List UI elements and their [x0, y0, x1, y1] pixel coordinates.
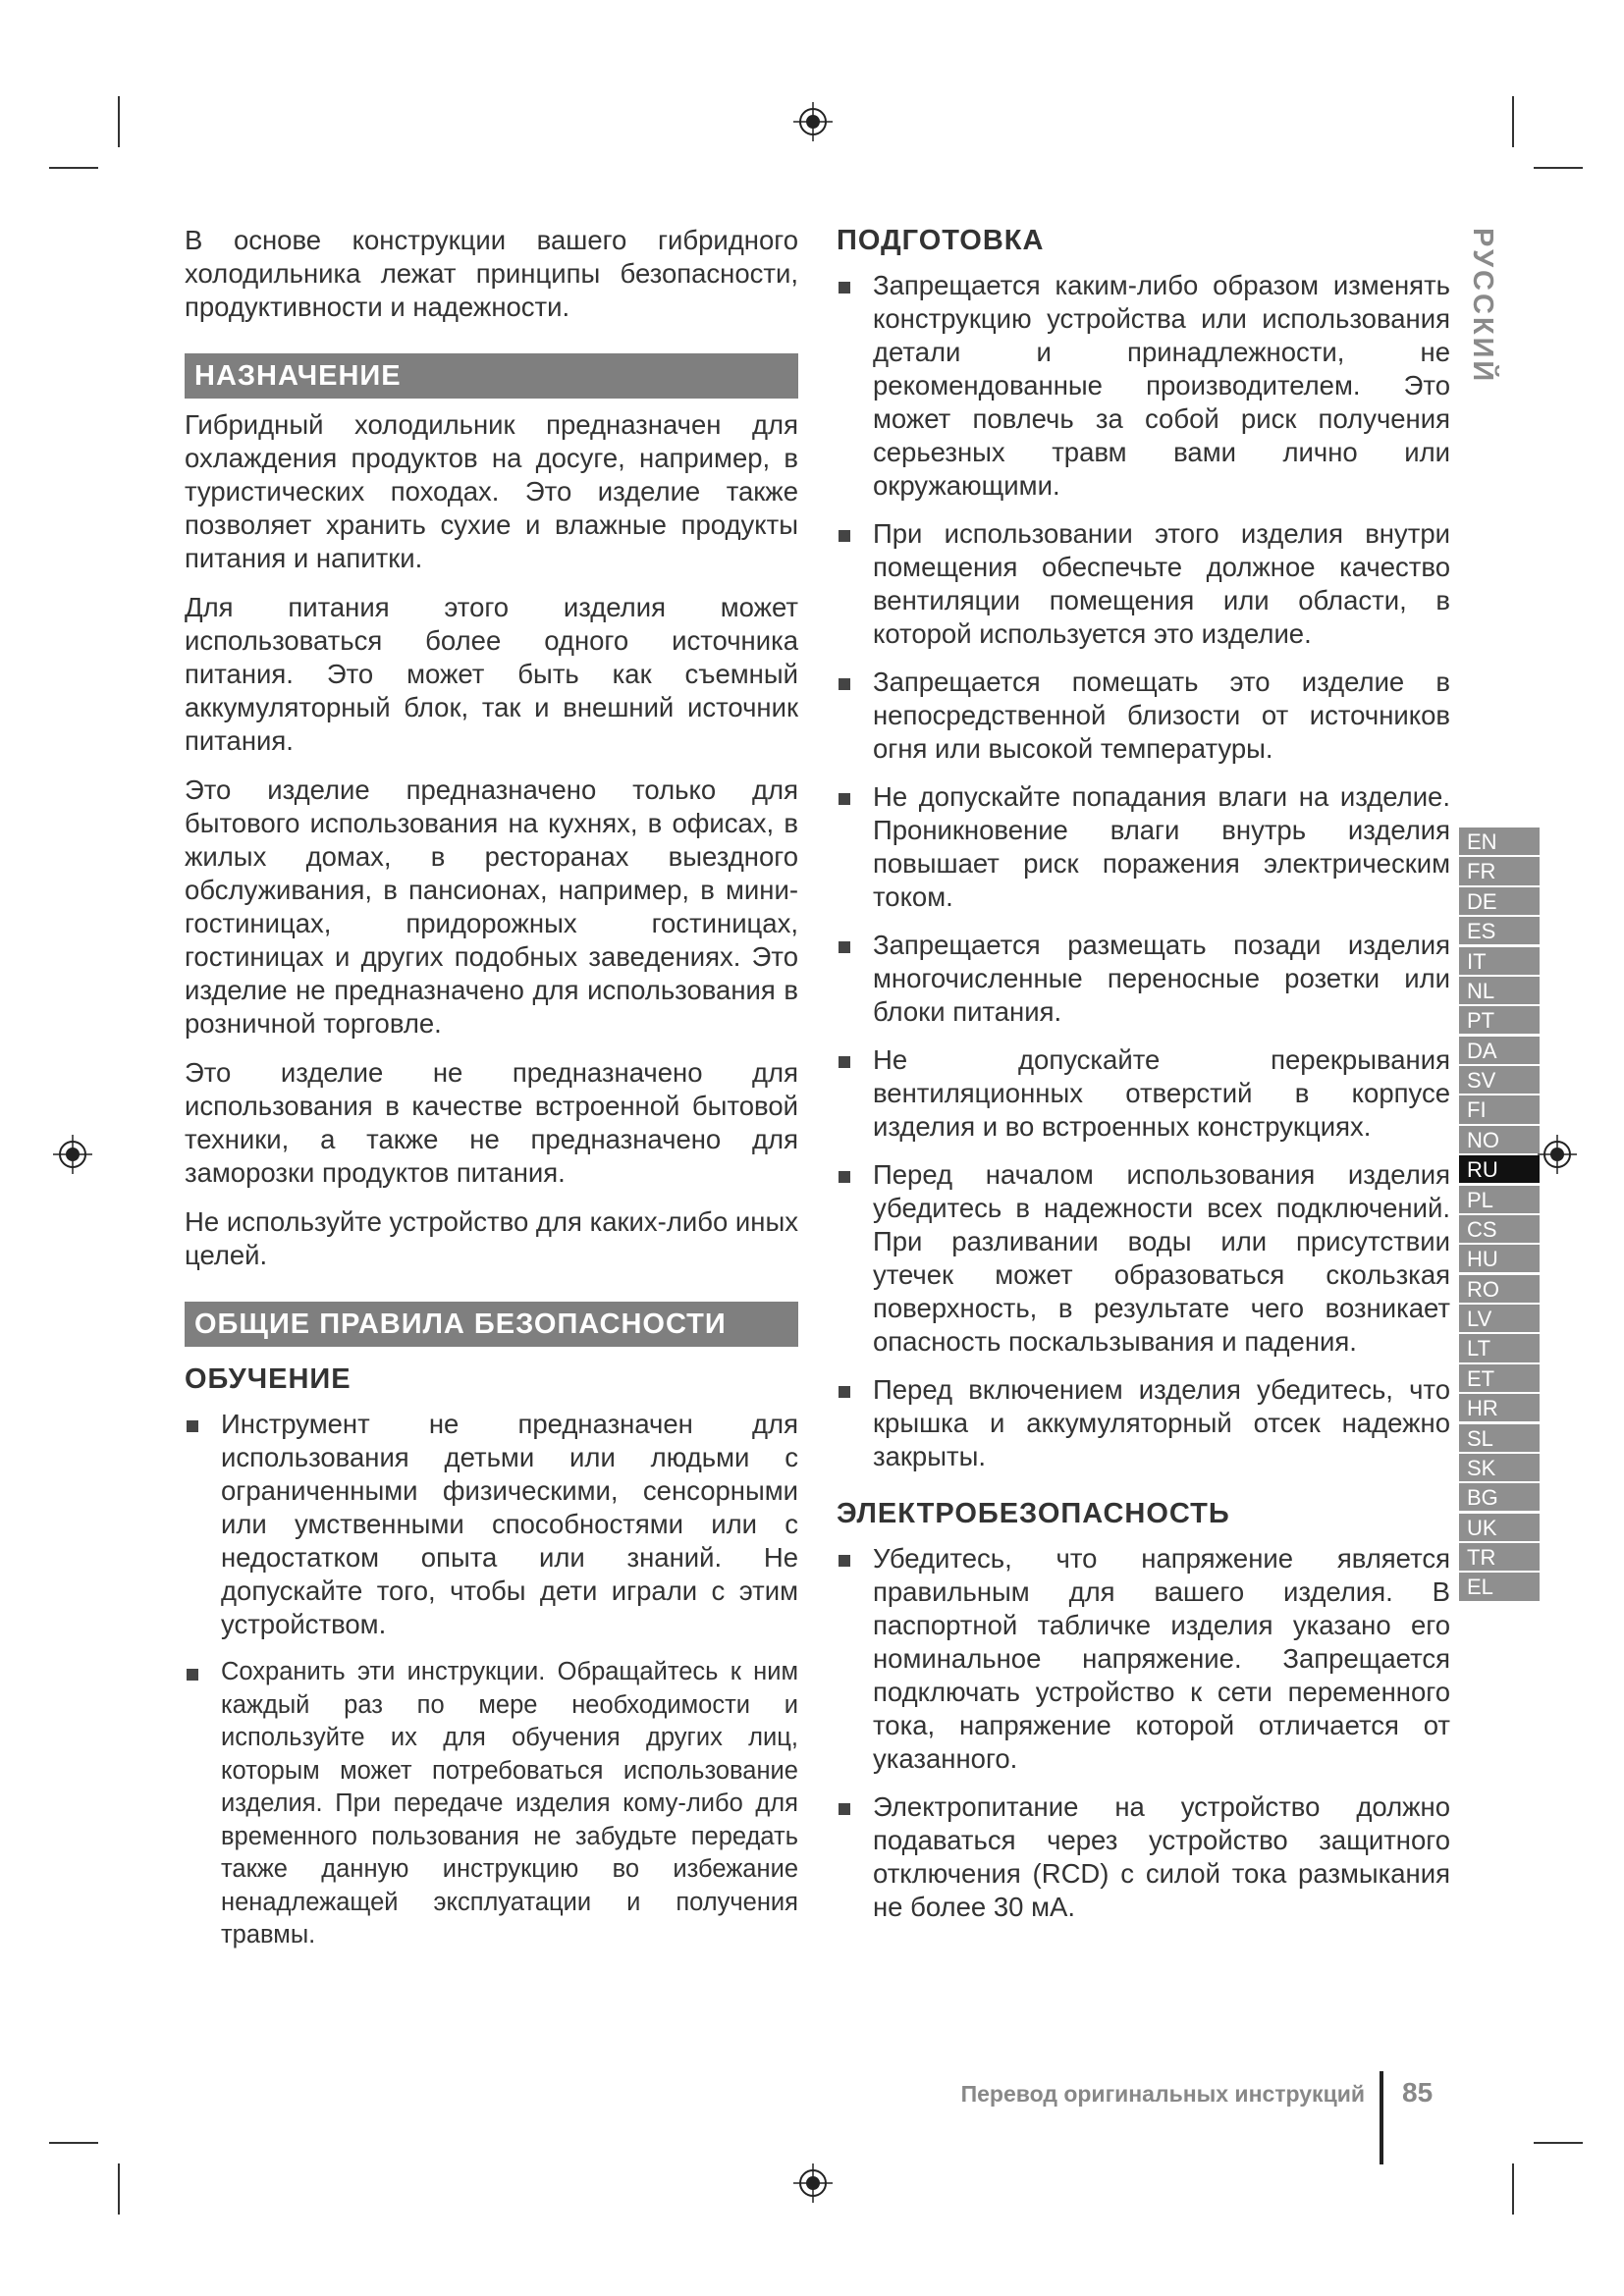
bullet-square-icon	[187, 1420, 198, 1432]
training-list	[185, 1408, 798, 1952]
crop-mark	[1512, 96, 1514, 147]
language-tab-lt[interactable]: LT	[1459, 1334, 1540, 1362]
bullet-square-icon	[839, 1171, 850, 1183]
registration-mark-icon	[793, 2163, 833, 2203]
purpose-paragraph: Это изделие не предназначено для использования в качестве встроенной бытовой техники, а также не предназначено для заморозки продуктов питания.	[185, 1057, 798, 1188]
language-side-label	[1461, 228, 1500, 385]
crop-mark	[118, 2163, 120, 2215]
list-item-text: Инструмент не предназначен для использования детьми или людьми с ограниченными физическими, сенсорными или умственными способностями или с недостатком опыта или знаний. Не допускайте того, чтобы дети играли с этим устройством.	[221, 1409, 798, 1639]
language-tab-en[interactable]: EN	[1459, 828, 1540, 855]
list-item-text: Сохранить эти инструкции. Обращайтесь к ним каждый раз по мере необходимости и используйте их для обучения других лиц, которым может потребоваться использование изделия. При передаче изделия кому-либо для временного пользования не забудьте передать также данную инструкцию во избежание ненадлежащей эксплуатации и получения травмы.	[221, 1658, 798, 1949]
language-tab-uk[interactable]: UK	[1459, 1514, 1540, 1541]
list-item	[837, 1373, 1450, 1473]
electrical-list	[837, 1542, 1450, 1924]
list-item	[837, 929, 1450, 1029]
language-tab-no[interactable]: NO	[1459, 1126, 1540, 1153]
page-number: 85	[1402, 2077, 1434, 2108]
section-heading-purpose: НАЗНАЧЕНИЕ	[185, 353, 798, 399]
bullet-square-icon	[187, 1669, 198, 1681]
preparation-list	[837, 269, 1450, 1473]
bullet-square-icon	[839, 1803, 850, 1815]
language-tab-ru[interactable]: RU	[1459, 1155, 1540, 1183]
right-column	[837, 222, 1450, 1939]
list-item	[837, 1158, 1450, 1359]
language-tab-ro[interactable]: RO	[1459, 1275, 1540, 1303]
list-item-text: Перед началом использования изделия убедитесь в надежности всех подключений. При разливании воды или присутствии утечек может образоваться скользкая поверхность, в результате чего возникает опасность поскальзывания и падения.	[873, 1159, 1450, 1357]
list-item-text: Запрещается размещать позади изделия многочисленные переносные розетки или блоки питания.	[873, 930, 1450, 1027]
language-tab-fr[interactable]: FR	[1459, 857, 1540, 884]
language-tabs	[1459, 828, 1540, 1603]
crop-mark	[118, 96, 120, 147]
list-item	[837, 780, 1450, 914]
purpose-paragraph: Это изделие предназначено только для бытового использования на кухнях, в офисах, в жилых домах, в ресторанах выездного обслуживания, в пансионах, например, в мини-гостиницах, придорожных гостиницах, гостиницах и других подобных заведениях. Это изделие не предназначено для использования в розничной торговле.	[185, 774, 798, 1039]
language-tab-pl[interactable]: PL	[1459, 1186, 1540, 1213]
bullet-square-icon	[839, 678, 850, 690]
list-item	[185, 1408, 798, 1641]
language-tab-sk[interactable]: SK	[1459, 1454, 1540, 1481]
list-item	[837, 1542, 1450, 1776]
list-item-text: При использовании этого изделия внутри помещения обеспечьте должное качество вентиляции помещения или области, в которой используется это изделие.	[873, 518, 1450, 649]
language-tab-pt[interactable]: PT	[1459, 1006, 1540, 1034]
language-tab-cs[interactable]: CS	[1459, 1215, 1540, 1243]
list-item	[837, 517, 1450, 651]
language-tab-es[interactable]: ES	[1459, 917, 1540, 944]
crop-mark	[1512, 2163, 1514, 2215]
language-tab-it[interactable]: IT	[1459, 947, 1540, 975]
language-tab-sv[interactable]: SV	[1459, 1066, 1540, 1094]
subheading-electrical: ЭЛЕКТРОБЕЗОПАСНОСТЬ	[837, 1498, 1230, 1529]
bullet-square-icon	[839, 530, 850, 542]
registration-mark-icon	[793, 102, 833, 141]
list-item-text: Не допускайте перекрывания вентиляционных отверстий в корпусе изделия и во встроенных конструкциях.	[873, 1044, 1450, 1142]
bullet-square-icon	[839, 1386, 850, 1398]
list-item-text: Электропитание на устройство должно подаваться через устройство защитного отключения (RCD) с силой тока размыкания не более 30 мА.	[873, 1791, 1450, 1922]
list-item	[837, 1043, 1450, 1144]
crop-mark	[49, 167, 98, 169]
registration-mark-icon	[1538, 1135, 1577, 1174]
subheading-preparation: ПОДГОТОВКА	[837, 225, 1045, 256]
language-tab-el[interactable]: EL	[1459, 1573, 1540, 1600]
language-tab-bg[interactable]: BG	[1459, 1483, 1540, 1511]
bullet-square-icon	[839, 1056, 850, 1068]
subheading-training: ОБУЧЕНИЕ	[185, 1363, 352, 1395]
language-tab-fi[interactable]: FI	[1459, 1095, 1540, 1123]
list-item-text: Не допускайте попадания влаги на изделие. Проникновение влаги внутрь изделия повышает риск поражения электрическим током.	[873, 781, 1450, 912]
language-tab-da[interactable]: DA	[1459, 1037, 1540, 1064]
crop-mark	[1534, 2142, 1583, 2144]
bullet-square-icon	[839, 941, 850, 953]
purpose-paragraph: Для питания этого изделия может использоваться более одного источника питания. Это может быть как съемный аккумуляторный блок, так и внешний источник питания.	[185, 592, 798, 756]
language-tab-hu[interactable]: HU	[1459, 1245, 1540, 1272]
language-tab-tr[interactable]: TR	[1459, 1543, 1540, 1571]
intro-paragraph: В основе конструкции вашего гибридного холодильника лежат принципы безопасности, продуктивности и надежности.	[185, 225, 798, 322]
section-heading-safety: ОБЩИЕ ПРАВИЛА БЕЗОПАСНОСТИ	[185, 1302, 798, 1347]
list-item	[185, 1656, 798, 1952]
footer-divider	[1380, 2071, 1383, 2164]
bullet-square-icon	[839, 793, 850, 805]
list-item-text: Убедитесь, что напряжение является правильным для вашего изделия. В паспортной табличке изделия указано его номинальное напряжение. Запрещается подключать устройство к сети переменного тока, напряжение которой отличается от указанного.	[873, 1543, 1450, 1774]
list-item-text: Запрещается каким-либо образом изменять конструкцию устройства или использования детали и принадлежности, не рекомендованные производителем. Это может повлечь за собой риск получения серьезных травм вами лично или окружающими.	[873, 270, 1450, 501]
registration-mark-icon	[53, 1135, 92, 1174]
left-column	[185, 224, 798, 1967]
language-side-label-text: РУССКИЙ	[1467, 228, 1498, 385]
crop-mark	[1534, 167, 1583, 169]
list-item-text: Перед включением изделия убедитесь, что крышка и аккумуляторный отсек надежно закрыты.	[873, 1374, 1450, 1471]
purpose-paragraph: Не используйте устройство для каких-либо иных целей.	[185, 1206, 798, 1270]
footer-caption: Перевод оригинальных инструкций	[960, 2081, 1365, 2107]
crop-mark	[49, 2142, 98, 2144]
list-item	[837, 1790, 1450, 1924]
language-tab-de[interactable]: DE	[1459, 887, 1540, 915]
list-item	[837, 269, 1450, 503]
language-tab-nl[interactable]: NL	[1459, 977, 1540, 1004]
bullet-square-icon	[839, 1555, 850, 1567]
list-item-text: Запрещается помещать это изделие в непосредственной близости от источников огня или высокой температуры.	[873, 667, 1450, 764]
language-tab-lv[interactable]: LV	[1459, 1305, 1540, 1332]
purpose-paragraph: Гибридный холодильник предназначен для охлаждения продуктов на досуге, например, в туристических походах. Это изделие также позволяет хранить сухие и влажные продукты питания и напитки.	[185, 409, 798, 573]
language-tab-sl[interactable]: SL	[1459, 1424, 1540, 1452]
bullet-square-icon	[839, 282, 850, 294]
list-item	[837, 666, 1450, 766]
language-tab-hr[interactable]: HR	[1459, 1394, 1540, 1421]
language-tab-et[interactable]: ET	[1459, 1364, 1540, 1392]
